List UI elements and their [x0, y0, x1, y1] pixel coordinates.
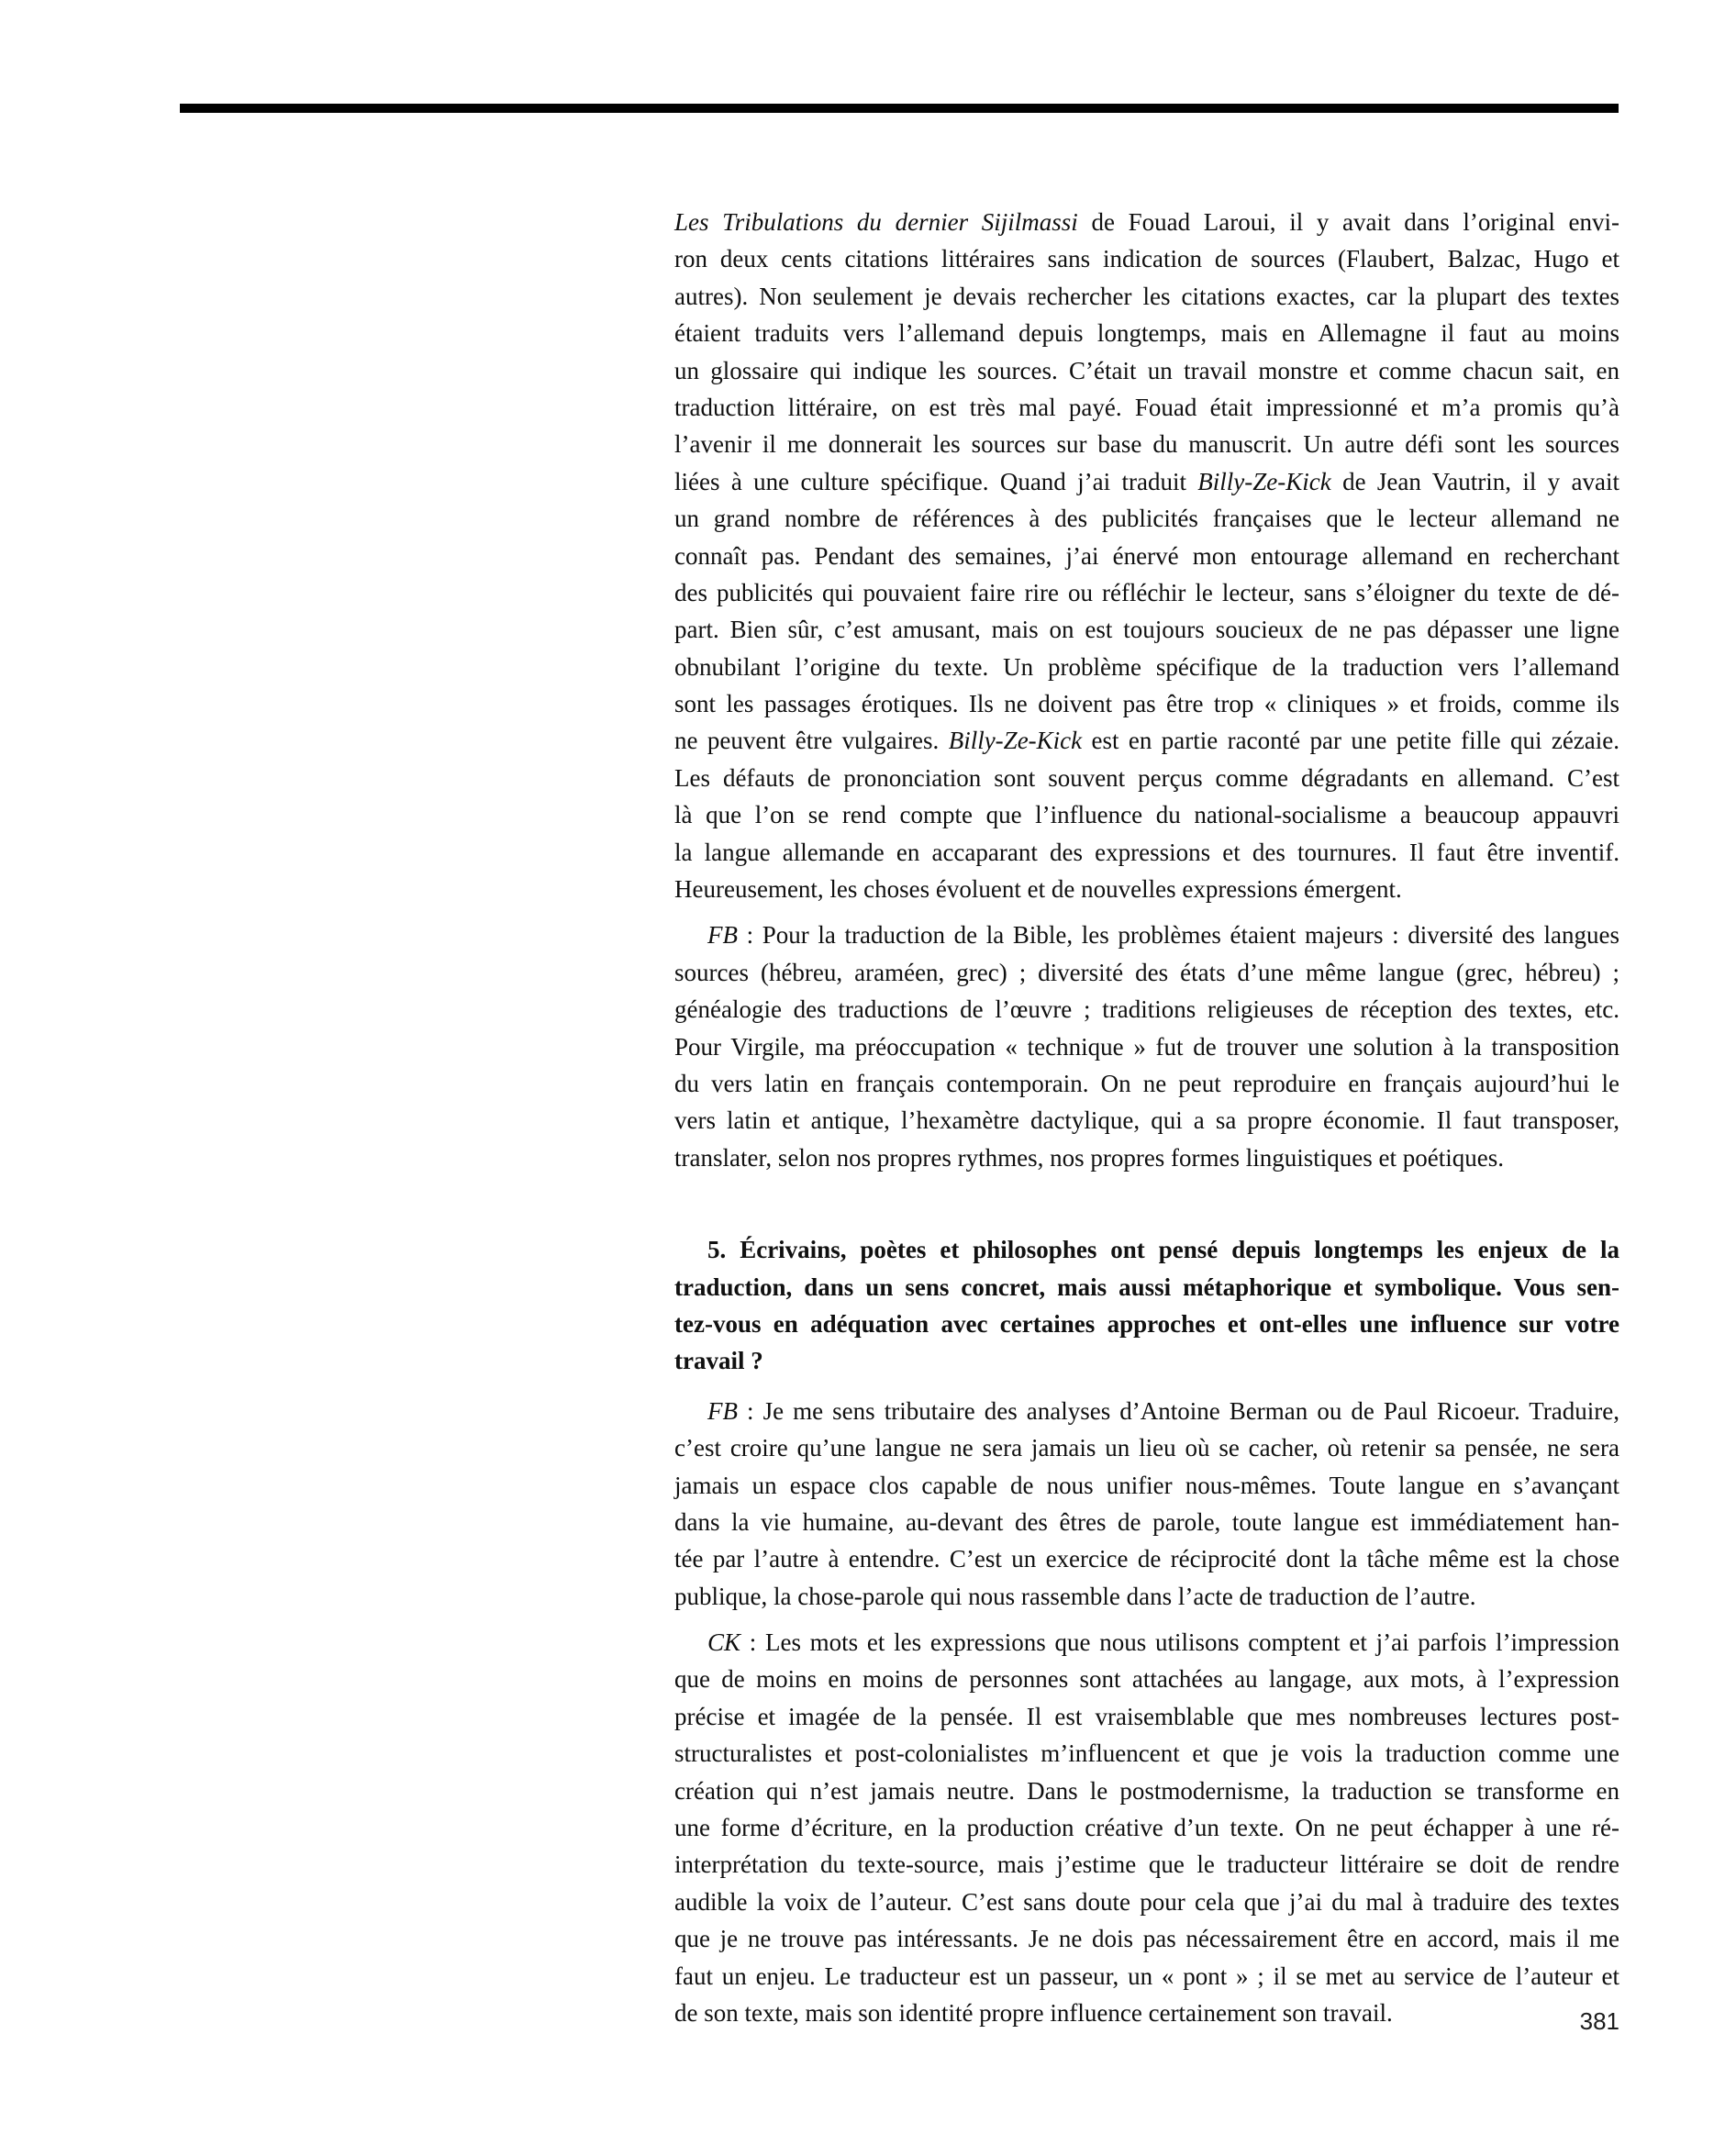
line: publique, la chose-parole qui nous rassemble dans l’acte de traduction de l’autre. — [674, 1582, 1476, 1610]
line: interprétation du texte-source, mais j’estime que le traducteur littéraire se doit de rendre — [674, 1850, 1619, 1879]
line: des publicités qui pouvaient faire rire ou réfléchir le lecteur, sans s’éloigner du texte de dé- — [674, 578, 1619, 606]
line: de son texte, mais son identité propre influence certainement son travail. — [674, 1998, 1393, 2027]
line: un glossaire qui indique les sources. C’était un travail monstre et comme chacun sait, en — [674, 356, 1619, 384]
line: structuralistes et post-colonialistes m’influencent et que je vois la traduction comme une — [674, 1739, 1619, 1768]
line: Pour Virgile, ma préoccupation « technique » fut de trouver une solution à la transposition — [674, 1032, 1619, 1061]
line: Heureusement, les choses évoluent et de nouvelles expressions émergent. — [674, 875, 1402, 904]
line: traduction, dans un sens concret, mais aussi métaphorique et symbolique. Vous sen- — [674, 1272, 1619, 1301]
line: faut un enjeu. Le traducteur est un passeur, un « pont » ; il se met au service de l’auteur et — [674, 1962, 1619, 1990]
line: jamais un espace clos capable de nous unifier nous-mêmes. Toute langue en s’avançant — [674, 1471, 1619, 1499]
para-continuation-laroui — [674, 204, 1619, 907]
page-number: 381 — [1579, 2007, 1619, 2035]
line: vers latin et antique, l’hexamètre dactylique, qui a sa propre économie. Il faut transposer, — [674, 1106, 1619, 1135]
line: liées à une culture spécifique. Quand j’ai traduit Billy-Ze-Kick de Jean Vautrin, il y avait — [674, 467, 1619, 495]
para-fb-bible — [674, 917, 1619, 1176]
line: 5. Écrivains, poètes et philosophes ont pensé depuis longtemps les enjeux de la — [707, 1236, 1619, 1264]
question-5-heading — [674, 1231, 1619, 1380]
line: sources (hébreu, araméen, grec) ; diversité des états d’une même langue (grec, hébreu) ; — [674, 958, 1619, 986]
line: obnubilant l’origine du texte. Un problème spécifique de la traduction vers l’allemand — [674, 652, 1619, 681]
line: translater, selon nos propres rythmes, nos propres formes linguistiques et poétiques. — [674, 1143, 1504, 1172]
line: travail ? — [674, 1347, 763, 1375]
line: part. Bien sûr, c’est amusant, mais on est toujours soucieux de ne pas dépasser une ligne — [674, 616, 1619, 644]
line: que de moins en moins de personnes sont attachées au langage, aux mots, à l’expression — [674, 1665, 1619, 1694]
line: CK : Les mots et les expressions que nous utilisons comptent et j’ai parfois l’impression — [707, 1628, 1619, 1657]
line: ne peuvent être vulgaires. Billy-Ze-Kick est en partie raconté par une petite fille qui zézaie. — [674, 727, 1620, 755]
line: une forme d’écriture, en la production créative d’un texte. On ne peut échapper à une ré- — [674, 1814, 1619, 1842]
header-rule — [180, 104, 1619, 113]
line: Les défauts de prononciation sont souvent perçus comme dégradants en allemand. C’est — [674, 763, 1619, 792]
line: sont les passages érotiques. Ils ne doivent pas être trop « cliniques » et froids, comme ils — [674, 690, 1619, 718]
line: un grand nombre de références à des publicités françaises que le lecteur allemand ne — [674, 505, 1619, 533]
para-ck-mots — [674, 1624, 1619, 2031]
text-column — [674, 204, 1619, 2031]
para-fb-berman — [674, 1393, 1619, 1615]
line: l’avenir il me donnerait les sources sur base du manuscrit. Un autre défi sont les sources — [674, 430, 1619, 459]
line: traduction littéraire, on est très mal payé. Fouad était impressionné et m’a promis qu’à — [674, 393, 1619, 421]
line: tée par l’autre à entendre. C’est un exercice de réciprocité dont la tâche même est la chose — [674, 1545, 1619, 1573]
line: là que l’on se rend compte que l’influence du national-socialisme a beaucoup appauvri — [674, 801, 1619, 829]
line: c’est croire qu’une langue ne sera jamais un lieu où se cacher, où retenir sa pensée, ne sera — [674, 1434, 1619, 1462]
line: création qui n’est jamais neutre. Dans le postmodernisme, la traduction se transforme en — [674, 1776, 1619, 1805]
line: FB : Je me sens tributaire des analyses d’Antoine Berman ou de Paul Ricoeur. Traduire, — [707, 1396, 1619, 1425]
line: ron deux cents citations littéraires sans indication de sources (Flaubert, Balzac, Hugo et — [674, 245, 1619, 273]
line: que je ne trouve pas intéressants. Je ne dois pas nécessairement être en accord, mais il me — [674, 1925, 1619, 1953]
line: audible la voix de l’auteur. C’est sans doute pour cela que j’ai du mal à traduire des textes — [674, 1887, 1619, 1916]
line: étaient traduits vers l’allemand depuis longtemps, mais en Allemagne il faut au moins — [674, 319, 1619, 348]
line: dans la vie humaine, au-devant des êtres de parole, toute langue est immédiatement han- — [674, 1507, 1619, 1536]
line: du vers latin en français contemporain. On ne peut reproduire en français aujourd’hui le — [674, 1069, 1619, 1097]
line: autres). Non seulement je devais rechercher les citations exactes, car la plupart des textes — [674, 282, 1619, 310]
line: tez-vous en adéquation avec certaines approches et ont-elles une influence sur votre — [674, 1309, 1619, 1338]
line: précise et imagée de la pensée. Il est vraisemblable que mes nombreuses lectures post- — [674, 1702, 1619, 1730]
line: la langue allemande en accaparant des expressions et des tournures. Il faut être inventif. — [674, 838, 1619, 866]
line: généalogie des traductions de l’œuvre ; traditions religieuses de réception des textes, etc. — [674, 995, 1619, 1024]
line: Les Tribulations du dernier Sijilmassi de Fouad Laroui, il y avait dans l’original envi- — [674, 208, 1620, 236]
line: FB : Pour la traduction de la Bible, les problèmes étaient majeurs : diversité des langues — [707, 921, 1619, 950]
line: connaît pas. Pendant des semaines, j’ai énervé mon entourage allemand en recherchant — [674, 541, 1619, 570]
